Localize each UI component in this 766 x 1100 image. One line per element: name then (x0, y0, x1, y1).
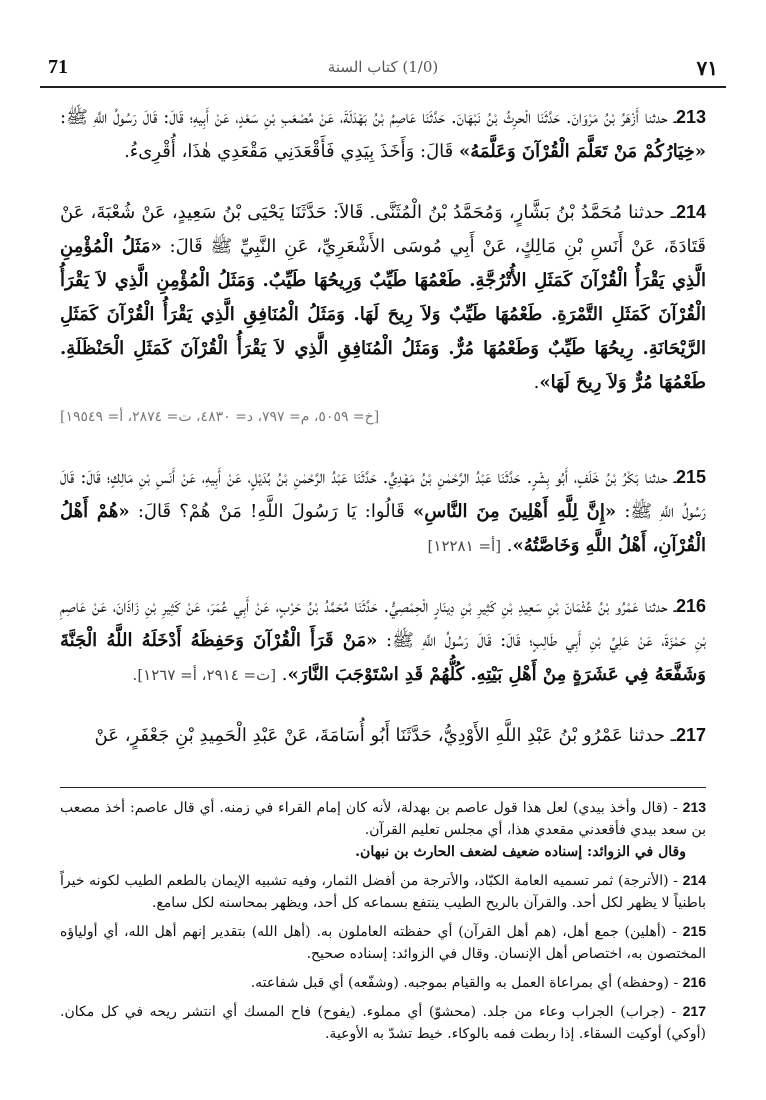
footnote-215 (60, 920, 706, 965)
footnote-text: - (الأترجة) ثمر تسميه العامة الكبّاد، والأترجة من أفضل الثمار، وفيه تشبيه الإيمان بالطعم الطيب لكونه خيراً باطنياً لا يظهر لكل أحد. والقرآن بالريح الطيب ينتفع بسماعه كل أحد، ويظهر بمحاسنه لكل سامع. (60, 873, 706, 911)
hadith-number: 215 (675, 467, 706, 487)
hadith-217 (60, 718, 706, 753)
hadith-body (60, 100, 706, 779)
footnote-number: 217 (682, 1003, 706, 1019)
footnote-number: 214 (682, 872, 706, 888)
hadith-quote: «خِيَارُكُمْ مَنْ تَعَلَّمَ الْقُرْآنَ وَعَلَّمَهُ» (458, 141, 706, 162)
hadith-number: 217 (675, 725, 706, 745)
hadith-quote-2: «هُمْ أَهْلُ الْقُرْآنِ، أَهْلُ اللَّهِ وَخَاصَّتُهُ» (60, 501, 706, 556)
footnote-sub: وقال في الزوائد: إسناده ضعيف لضعف الحارث بن نبهان. (355, 844, 686, 860)
hadith-reference: [أ= ١٢٢٨١] (427, 537, 502, 555)
hadith-text: ـ حدثنا عَمْرُو بْنُ عُثْمَانَ بْنِ سَعِيدِ بْنِ كَثِيرِ بْنِ دِينَارٍ الْحِمْصِيُّ. حَدَّثَنَا مُحَمَّدُ بْنُ حَرْبٍ، عَنْ أَبِي عُمَرَ، عَنْ كَثِيرِ بْنِ زَاذَانَ، عَنْ عَاصِمِ بْنِ حَمْزَةَ، عَنْ عَلِيِّ بْنِ أَبِي طَالِبٍ؛ قَالَ: قَالَ رَسُولُ اللَّهِ ﷺ: (60, 596, 706, 651)
hadith-216 (60, 589, 706, 692)
footnote-text: - (قال وأخذ بيدي) لعل هذا قول عاصم بن بهدلة، لأنه كان إمام القراء في زمنه. أي قال عاصم: أخذ مصعب بن سعد بيدي فأقعدني مقعدي هذا، أي مجلس تعليم القرآن. (60, 800, 706, 838)
hadith-quote: «إِنَّ لِلَّهِ أَهْلِينَ مِنَ النَّاسِ» (412, 501, 617, 522)
footnote-separator (60, 787, 706, 788)
page-number-arabic: ٧١ (696, 58, 718, 80)
hadith-quote: «مَثَلُ الْمُؤْمِنِ الَّذِي يَقْرَأُ الْقُرْآنَ كَمَثَلِ الأُتْرُجَّةِ. طَعْمُهَا طَيِّبٌ وَرِيحُهَا طَيِّبٌ. وَمَثَلُ الْمُؤْمِنِ الَّذِي لاَ يَقْرَأُ الْقُرْآنَ كَمَثَلِ التَّمْرَةِ. طَعْمُهَا طَيِّبٌ وَلاَ رِيحَ لَهَا. وَمَثَلُ الْمُنَافِقِ الَّذِي يَقْرَأُ الْقُرْآنَ كَمَثَلِ الرَّيْحَانَةِ. رِيحُهَا طَيِّبٌ وَطَعْمُهَا مُرٌّ. وَمَثَلُ الْمُنَافِقِ الَّذِي لاَ يَقْرَأُ الْقُرْآنَ كَمَثَلِ الْحَنْظَلَةِ. طَعْمُهَا مُرٌّ وَلاَ رِيحَ لَهَا» (60, 236, 706, 393)
page-header (40, 52, 726, 86)
hadith-tail: . (276, 664, 288, 685)
hadith-213 (60, 100, 706, 169)
hadith-reference: [خ= ٥٠٥٩، م= ٧٩٧، د= ٤٨٣٠، ت= ٢٨٧٤، أ= ١٩٥٤٩] (60, 409, 380, 425)
footnote-text: - (جراب) الجراب وعاء من جلد. (محشوّ) أي مملوء. (يفوح) فاح المسك أي انتشر ريحه في كل مكان. (أوكي) أوكيت السقاء. إذا ربطت فمه بالوكاء. خيط تشدّ به الأوعية. (60, 1004, 706, 1042)
hadith-number: 213 (675, 107, 706, 127)
hadith-tail: قَالُوا: يَا رَسُولَ اللَّهِ! مَنْ هُمْ؟ قَالَ: (129, 501, 413, 522)
hadith-text: ـ حدثنا بَكْرُ بْنُ خَلَفٍ، أَبُو بِشْرٍ. حَدَّثَنَا عَبْدُ الرَّحْمٰنِ بْنُ مَهْدِيٍّ. حَدَّثَنَا عَبْدُ الرَّحْمٰنِ بْنُ بُدَيْلٍ، عَنْ أَبِيهِ، عَنْ أَنَسِ بْنِ مَالِكٍ؛ قَالَ: قَالَ رَسُولُ اللَّهِ ﷺ: (60, 467, 706, 522)
footnote-text: - (وحفظه) أي بمراعاة العمل به والقيام بموجبه. (وشفّعه) أي قبل شفاعته. (250, 975, 683, 991)
hadith-text: ـ حدثنا عَمْرُو بْنُ عَبْدِ اللَّهِ الأَوْدِيُّ، حَدَّثَنَا أَبُو أُسَامَةَ، عَنْ عَبْدِ الْحَمِيدِ بْنِ جَعْفَرٍ، عَنْ (94, 725, 676, 746)
footnote-number: 213 (682, 799, 707, 815)
hadith-reference: [ت= ٢٩١٤، أ= ١٢٦٧]. (132, 666, 277, 684)
footnote-213 (60, 796, 706, 863)
footnote-text: - (أهلين) جمع أهل، (هم أهل القرآن) أي حفظته العاملون به. (أهل الله) بتقدير إنهم أهل الله، أي أولياؤه المختصون به، اختصاص أهل الإنسان. وقال في الزوائد: إسناده صحيح. (60, 924, 706, 962)
hadith-214 (60, 195, 706, 434)
hadith-215 (60, 460, 706, 563)
hadith-text: ـ حدثنا أَزْهَرُ بْنُ مَرْوَانَ. حَدَّثَنَا الْحرِثُ بْنُ نَبْهَانَ. حَدَّثَنَا عَاصِمُ بْنُ بَهْدَلَةَ، عَنْ مُصْعَبِ بْنِ سَعْدٍ، عَنْ أَبِيهِ؛ قَالَ: قَالَ رَسُولُ اللَّهِ ﷺ: (60, 107, 676, 128)
hadith-number: 216 (675, 596, 706, 616)
footnote-number: 215 (682, 923, 706, 939)
footnote-number: 216 (682, 974, 706, 990)
hadith-text: ـ حدثنا مُحَمَّدُ بْنُ بَشَّارٍ، وَمُحَمَّدُ بْنُ الْمُثَنَّى. قَالاَ: حَدَّثَنَا يَحْيَى بْنُ سَعِيدٍ، عَنْ شُعْبَةَ، عَنْ قَتَادَةَ، عَنْ أَنَسِ بْنِ مَالِكٍ، عَنْ أَبِي مُوسَى الأَشْعَرِيِّ، عَنِ النَّبِيِّ ﷺ قَالَ: (60, 202, 706, 257)
hadith-quote: «مَنْ قَرَأَ الْقُرْآنَ وَحَفِظَهُ أَدْخَلَهُ اللَّهُ الْجَنَّةَ وَشَفَّعَهُ فِي عَشَرَةٍ مِنْ أَهْلِ بَيْتِهِ. كُلُّهُمْ قَدِ اسْتَوْجَبَ النَّارَ» (60, 630, 706, 685)
hadith-tail-2: . (501, 535, 513, 556)
footnote-217 (60, 1000, 706, 1045)
footnotes (60, 796, 706, 1051)
hadith-number: 214 (675, 202, 706, 222)
footnote-214 (60, 869, 706, 914)
header-rule (40, 86, 726, 88)
page-number-latin: 71 (48, 56, 68, 78)
hadith-tail: . (533, 372, 540, 393)
running-title: (1/0) كتاب السنة (327, 58, 439, 76)
footnote-216 (60, 971, 706, 994)
hadith-tail: قَالَ: وَأَخَذَ بِيَدِي فَأَقْعَدَنِي مَقْعَدِي هٰذَا، أُقْرِىءُ. (124, 141, 459, 162)
